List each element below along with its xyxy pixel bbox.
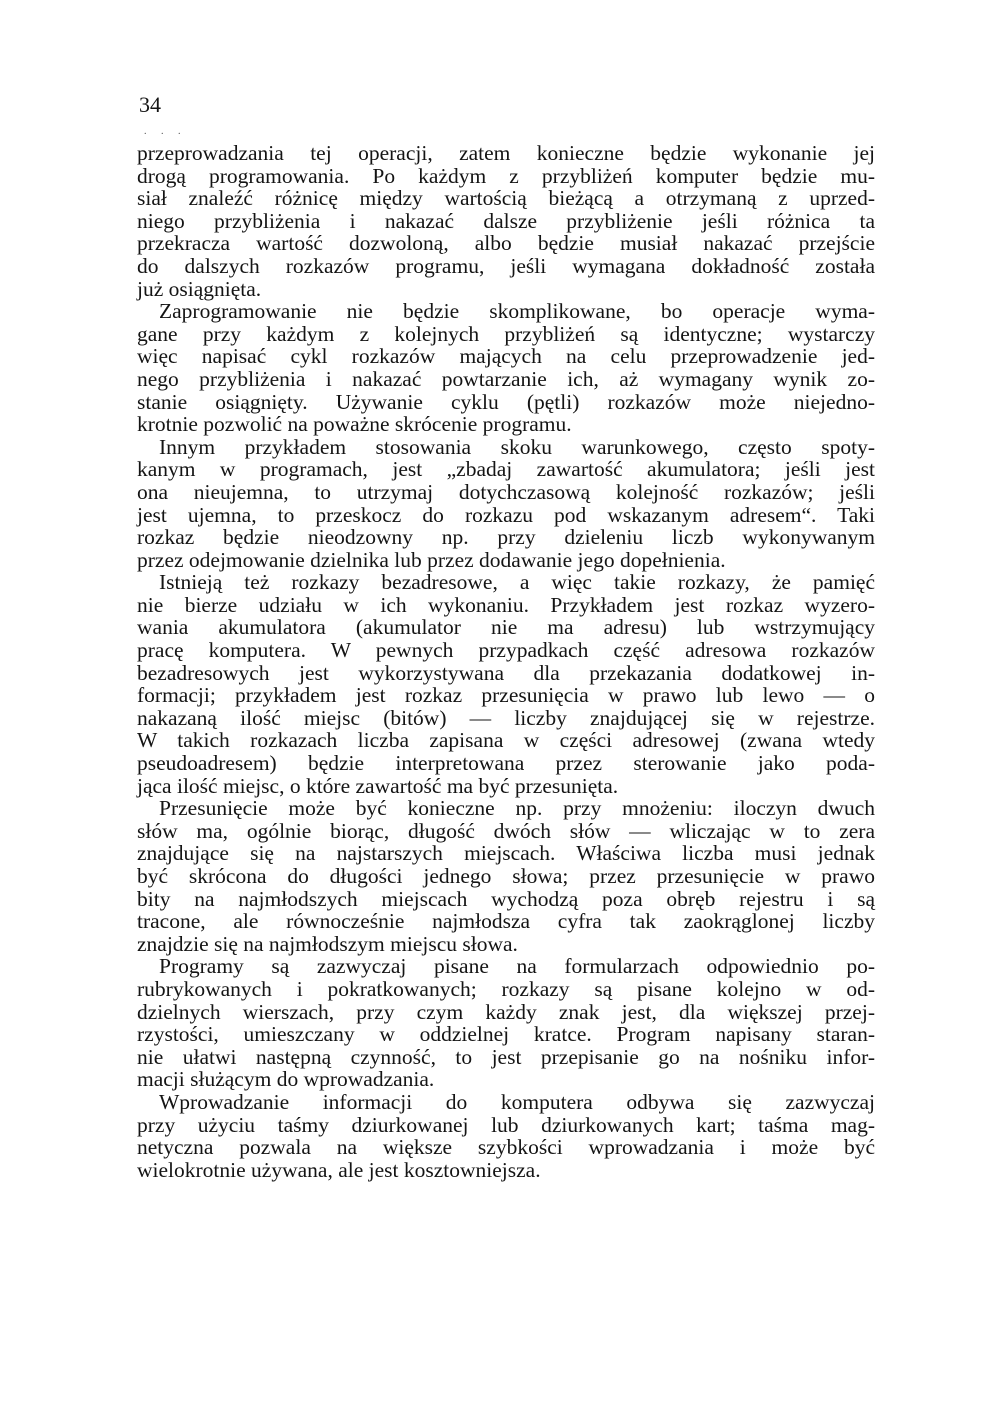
text-line: Istnieją też rozkazy bezadresowe, a więc takie rozkazy, że pamięć	[159, 570, 875, 595]
text-line: dzielnych wierszach, przy czym każdy znak jest, dla większej przej-	[137, 999, 875, 1024]
text-line: nie ułatwi następną czynność, to jest przepisanie go na nośniku infor-	[137, 1044, 875, 1069]
text-line: Zaprogramowanie nie będzie skomplikowane, bo operacje wyma-	[159, 299, 875, 324]
page-number: 34	[139, 92, 161, 117]
text-line: znajdzie się na najmłodszym miejscu słowa.	[137, 931, 518, 956]
text-line: więc napisać cykl rozkazów mających na celu przeprowadzenie jed-	[137, 344, 875, 369]
text-line: nego przybliżenia i nakazać powtarzanie ich, aż wymagany wynik zo-	[137, 366, 875, 391]
text-line: przekracza wartość dozwoloną, albo będzie musiał nakazać przejście	[137, 231, 875, 256]
text-line: ona nieujemna, to utrzymaj dotychczasową kolejność rozkazów; jeśli	[137, 479, 875, 504]
text-line: jest ujemna, to przeskocz do rozkazu pod wskazanym adresem“. Taki	[137, 502, 875, 527]
paragraph	[137, 300, 875, 436]
text-line: Programy są zazwyczaj pisane na formularzach odpowiednio po-	[159, 954, 875, 979]
paragraph	[137, 955, 875, 1091]
text-line: drogą programowania. Po każdym z przybliżeń komputer będzie mu-	[137, 163, 875, 188]
paragraph	[137, 571, 875, 797]
text-line: wielokrotnie używana, ale jest kosztowniejsza.	[137, 1157, 541, 1182]
text-line: krotnie pozwolić na poważne skrócenie programu.	[137, 412, 572, 437]
paragraph	[137, 797, 875, 955]
text-line: netyczna pozwala na większe szybkości wprowadzania i może być	[137, 1135, 875, 1160]
text-line: siał znaleźć różnicę między wartością bieżącą a otrzymaną z uprzed-	[137, 186, 875, 211]
text-line: słów ma, ogólnie biorąc, długość dwóch słów — wliczając w to zera	[137, 818, 875, 843]
text-line: bezadresowych jest wykorzystywana dla przekazania dodatkowej in-	[137, 660, 875, 685]
text-line: wania akumulatora (akumulator nie ma adresu) lub wstrzymujący	[137, 615, 875, 640]
text-line: przez odejmowanie dzielnika lub przez dodawanie jego dopełnienia.	[137, 547, 726, 572]
text-line: kanym w programach, jest „zbadaj zawartość akumulatora; jeśli jest	[137, 457, 875, 482]
text-line: Wprowadzanie informacji do komputera odbywa się zazwyczaj	[159, 1089, 875, 1114]
scan-specks: . . .	[144, 126, 187, 137]
text-line: do dalszych rozkazów programu, jeśli wymagana dokładność została	[137, 253, 875, 278]
text-line: pracę komputera. W pewnych przypadkach część adresowa rozkazów	[137, 638, 875, 663]
body-text	[137, 142, 875, 1181]
paragraph	[137, 436, 875, 572]
text-line: stanie osiągnięty. Używanie cyklu (pętli) rozkazów może niejedno-	[137, 389, 875, 414]
text-line: tracone, ale równocześnie najmłodsza cyfra tak zaokrąglonej liczby	[137, 909, 875, 934]
text-line: formacji; przykładem jest rozkaz przesunięcia w prawo lub lewo — o	[137, 683, 875, 708]
text-line: nakazaną ilość miejsc (bitów) — liczby znajdującej się w rejestrze.	[137, 705, 875, 730]
text-line: być skrócona do długości jednego słowa; przez przesunięcie w prawo	[137, 864, 875, 888]
paragraph	[137, 142, 875, 300]
text-line: macji służącym do wprowadzania.	[137, 1067, 435, 1092]
text-line: niego przybliżenia i nakazać dalsze przybliżenie jeśli różnica ta	[137, 208, 875, 233]
text-line: już osiągnięta.	[137, 276, 262, 301]
text-line: rubrykowanych i pokratkowanych; rozkazy są pisane kolejno w od-	[137, 976, 875, 1001]
text-line: pseudoadresem) będzie interpretowana przez sterowanie jako poda-	[137, 751, 875, 776]
text-line: przy użyciu taśmy dziurkowanej lub dziurkowanych kart; taśma mag-	[137, 1112, 875, 1137]
text-line: Przesunięcie może być konieczne np. przy mnożeniu: iloczyn dwuch	[159, 796, 875, 821]
text-line: nie bierze udziału w ich wykonaniu. Przykładem jest rozkaz wyzero-	[137, 592, 875, 617]
paragraph	[137, 1091, 875, 1181]
text-line: Innym przykładem stosowania skoku warunkowego, często spoty-	[159, 434, 875, 459]
text-line: przeprowadzania tej operacji, zatem konieczne będzie wykonanie jej	[137, 141, 875, 165]
text-line: znajdujące się na najstarszych miejscach. Właściwa liczba musi jednak	[137, 841, 875, 866]
text-line: gane przy każdym z kolejnych przybliżeń są identyczne; wystarczy	[137, 321, 875, 346]
text-line: rozkaz będzie nieodzowny np. przy dzieleniu liczb wykonywanym	[137, 525, 875, 550]
text-line: rzystości, umieszczany w oddzielnej kratce. Program napisany staran-	[137, 1022, 875, 1047]
text-line: W takich rozkazach liczba zapisana w części adresowej (zwana wtedy	[137, 728, 875, 753]
text-line: bity na najmłodszych miejscach wychodzą poza obręb rejestru i są	[137, 886, 875, 911]
text-line: jąca ilość miejsc, o które zawartość ma być przesunięta.	[137, 773, 619, 798]
